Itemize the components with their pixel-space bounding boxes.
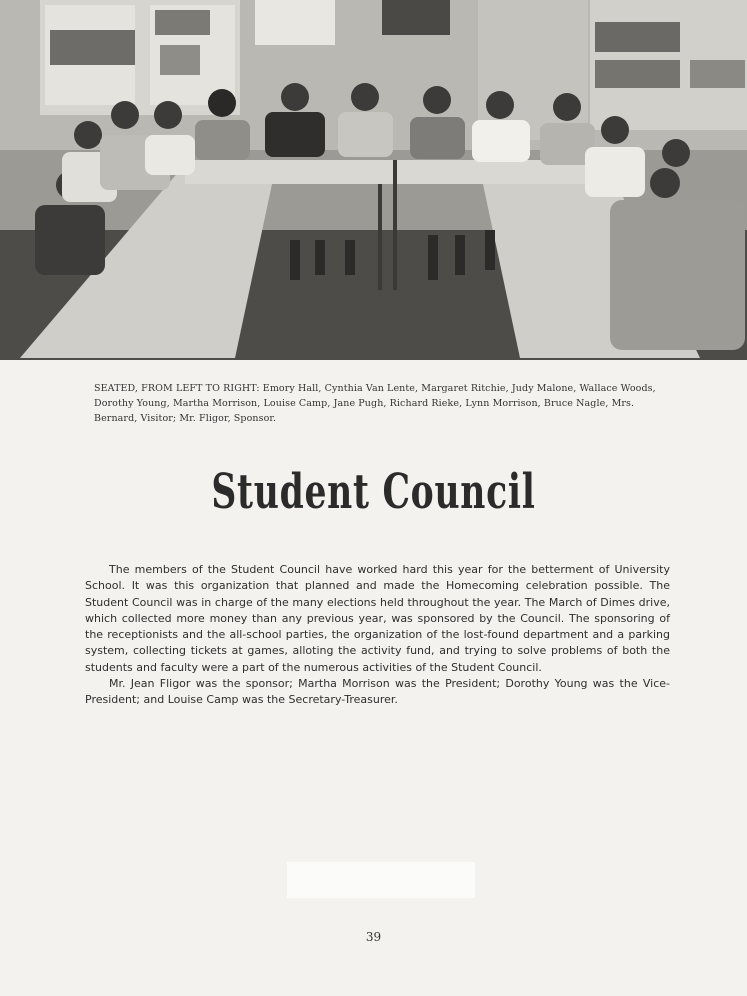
- paragraph-1: The members of the Student Council have worked hard this year for the betterment of University School. It was this organization that planned and made the Homecoming celebration possible. The Student Council was in charge of the many elections held throughout the year. The March of Dimes drive, which collected more money than any previous year, was sponsored by the Council. The sponsoring of the receptionists and the all-school parties, the organization of the lost-found department and a parking system, collecting tickets at games, alloting the activity fund, and trying to solve problems of both the students and faculty were a part of the numerous activities of the Student Council.: [85, 563, 670, 674]
- article-body: [85, 562, 670, 709]
- page-title: Student Council: [211, 464, 536, 520]
- blank-label-patch: [287, 862, 475, 898]
- group-photo: [0, 0, 747, 360]
- page-number: 39: [365, 930, 382, 944]
- photo-caption: SEATED, FROM LEFT TO RIGHT: Emory Hall, Cynthia Van Lente, Margaret Ritchie, Judy Malone, Wallace Woods, Dorothy Young, Martha Morrison, Louise Camp, Jane Pugh, Richard Rieke, Lynn Morrison, Bruce Nagle, Mrs. Bernard, Visitor; Mr. Fligor, Sponsor.: [94, 383, 656, 424]
- photo-illustration: [0, 0, 747, 360]
- paragraph-2: Mr. Jean Fligor was the sponsor; Martha Morrison was the President; Dorothy Young was the Vice-President; and Louise Camp was the Secretary-Treasurer.: [85, 677, 670, 707]
